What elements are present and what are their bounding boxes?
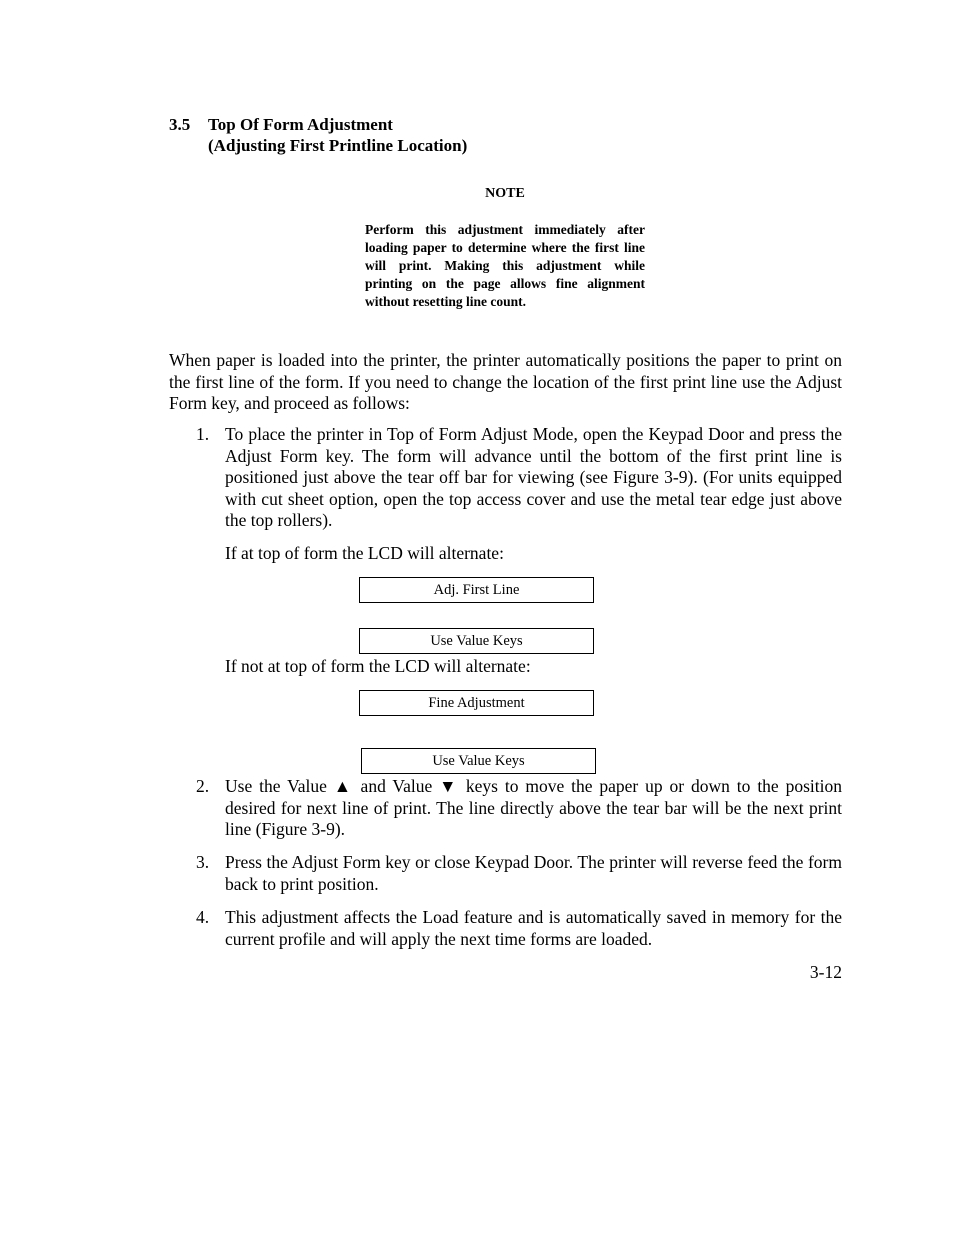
note-body: Perform this adjustment immediately after loading paper to determine where the first line will print. Making this adjustment while printing on the page allows fine alignment without resetting line count. [365,222,645,309]
intro-paragraph: When paper is loaded into the printer, the printer automatically positions the paper to print on the first line of the form. If you need to change the location of the first print line use the Adjust Form key, and proceed as follows: [169,350,842,413]
step-2-number: 2. [196,776,210,796]
step-4-number: 4. [196,907,210,927]
page-number: 3-12 [809,962,842,982]
lcd-display-use-value-keys: Use Value Keys [359,628,594,654]
lcd-display-adj-first-line: Adj. First Line [359,577,594,603]
section-title: Top Of Form Adjustment [208,115,393,134]
note-label: NOTE [485,186,525,201]
step-1-text: To place the printer in Top of Form Adjust Mode, open the Keypad Door and press the Adjust Form key. The form will advance until the bottom of the first print line is positioned just above the tear off bar for viewing (see Figure 3-9). (For units equipped with cut sheet option, open the top access cover and use the metal tear edge just above the top rollers). [225,424,842,530]
lcd-not-top-caption: If not at top of form the LCD will alternate: [225,656,531,676]
step-3-number: 3. [196,852,210,872]
step-3-text: Press the Adjust Form key or close Keypad Door. The printer will reverse feed the form back to print position. [225,852,842,894]
step-2-text: Use the Value ▲ and Value ▼ keys to move the paper up or down to the position desired for next line of print. The line directly above the tear bar will be the next print line (Figure 3-9). [225,776,842,839]
lcd-display-use-value-keys-2: Use Value Keys [361,748,596,774]
step-1-number: 1. [196,424,210,444]
lcd-top-caption: If at top of form the LCD will alternate: [225,543,504,563]
step-4-text: This adjustment affects the Load feature and is automatically saved in memory for the current profile and will apply the next time forms are loaded. [225,907,842,949]
section-number: 3.5 [169,115,191,134]
lcd-display-fine-adjustment: Fine Adjustment [359,690,594,716]
section-subtitle: (Adjusting First Printline Location) [208,136,468,155]
